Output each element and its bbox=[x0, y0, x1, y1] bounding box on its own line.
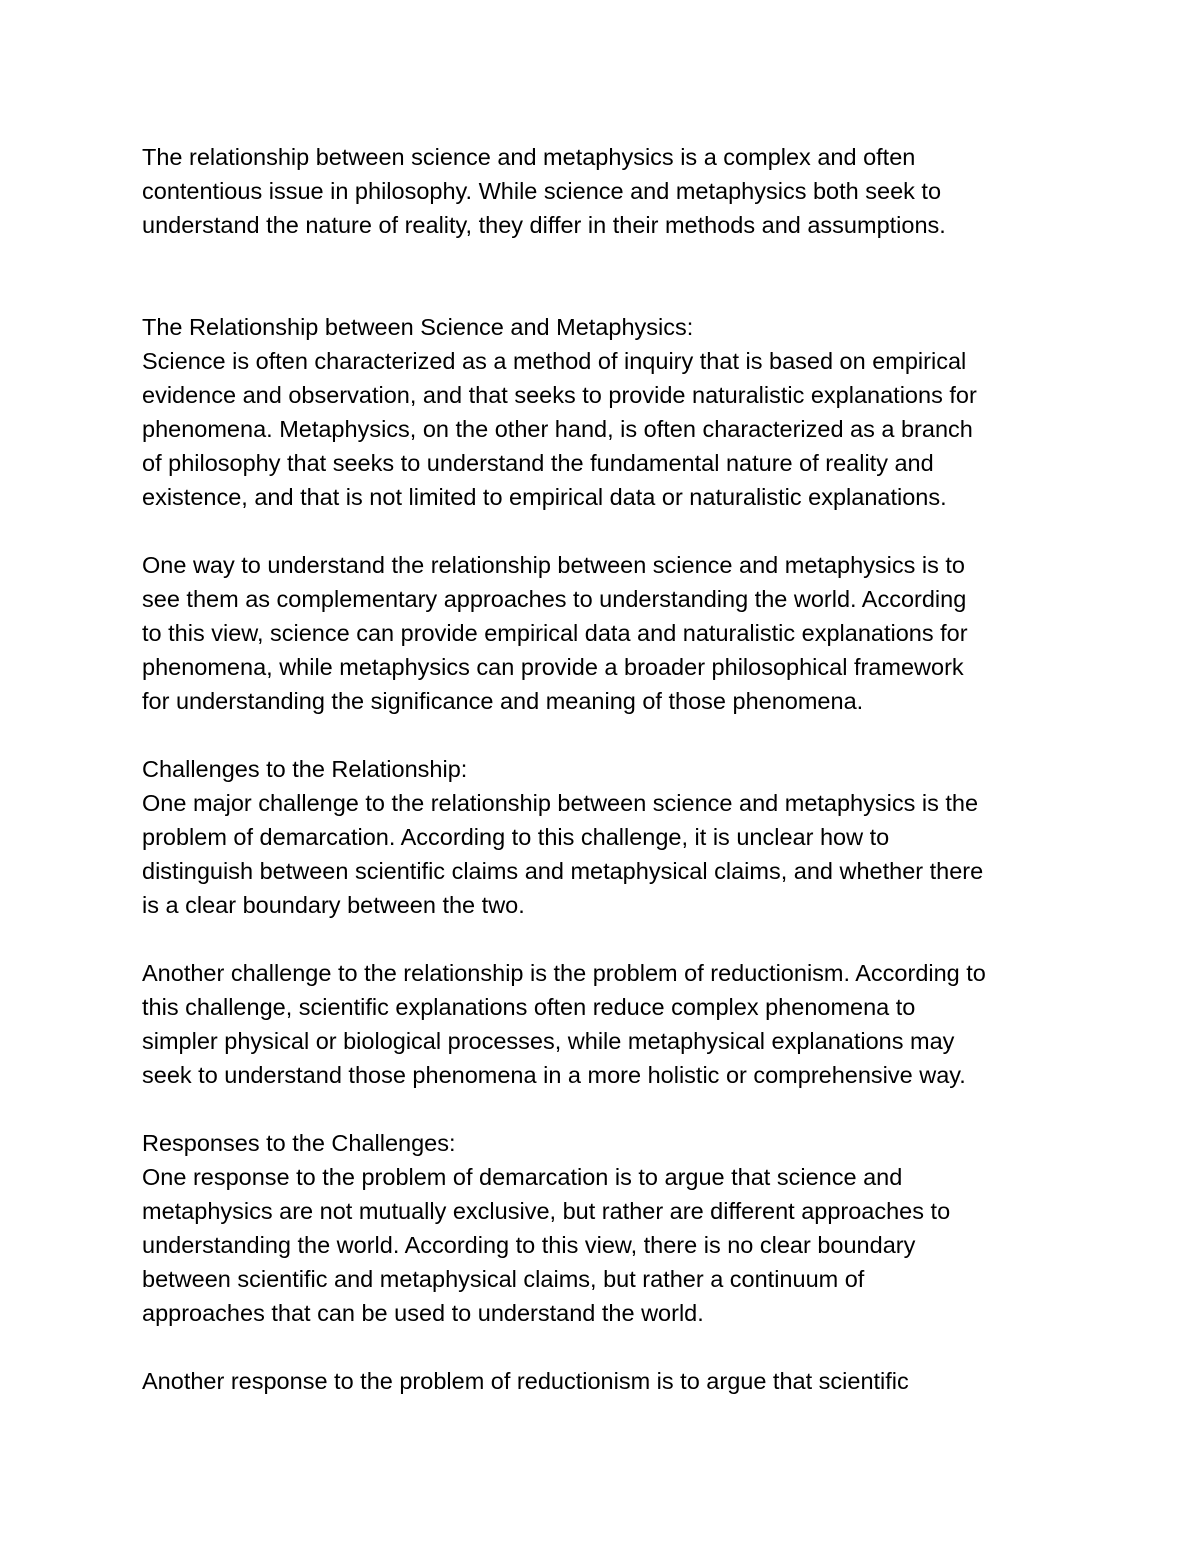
text-line: distinguish between scientific claims and metaphysical claims, and whether there bbox=[142, 858, 984, 884]
text-line: Science is often characterized as a method of inquiry that is based on empirical bbox=[142, 348, 967, 374]
text-line: simpler physical or biological processes, while metaphysical explanations may bbox=[142, 1028, 955, 1054]
document-body bbox=[142, 140, 1072, 1398]
text-line: understanding the world. According to this view, there is no clear boundary bbox=[142, 1232, 916, 1258]
section-heading-responses: Responses to the Challenges: bbox=[142, 1130, 456, 1156]
text-line: seek to understand those phenomena in a more holistic or comprehensive way. bbox=[142, 1062, 966, 1088]
text-line: approaches that can be used to understand the world. bbox=[142, 1300, 704, 1326]
text-line: contentious issue in philosophy. While science and metaphysics both seek to bbox=[142, 178, 942, 204]
text-line: One major challenge to the relationship between science and metaphysics is the bbox=[142, 790, 979, 816]
text-line: existence, and that is not limited to empirical data or naturalistic explanations. bbox=[142, 484, 947, 510]
text-line: metaphysics are not mutually exclusive, but rather are different approaches to bbox=[142, 1198, 951, 1224]
text-line: phenomena, while metaphysics can provide a broader philosophical framework bbox=[142, 654, 964, 680]
relationship-paragraph-1 bbox=[142, 344, 1072, 514]
text-line: of philosophy that seeks to understand the fundamental nature of reality and bbox=[142, 450, 934, 476]
intro-paragraph bbox=[142, 140, 1072, 242]
text-line: to this view, science can provide empirical data and naturalistic explanations for bbox=[142, 620, 968, 646]
text-line: The relationship between science and metaphysics is a complex and often bbox=[142, 144, 916, 170]
text-line: One way to understand the relationship between science and metaphysics is to bbox=[142, 552, 965, 578]
text-line: see them as complementary approaches to understanding the world. According bbox=[142, 586, 967, 612]
text-line: for understanding the significance and meaning of those phenomena. bbox=[142, 688, 864, 714]
text-line: this challenge, scientific explanations often reduce complex phenomena to bbox=[142, 994, 916, 1020]
challenges-paragraph-2 bbox=[142, 956, 1072, 1092]
text-line: problem of demarcation. According to this challenge, it is unclear how to bbox=[142, 824, 890, 850]
text-line: Another challenge to the relationship is the problem of reductionism. According to bbox=[142, 960, 986, 986]
text-line: between scientific and metaphysical claims, but rather a continuum of bbox=[142, 1266, 865, 1292]
text-line: is a clear boundary between the two. bbox=[142, 892, 525, 918]
text-line: evidence and observation, and that seeks to provide naturalistic explanations for bbox=[142, 382, 977, 408]
text-line: One response to the problem of demarcation is to argue that science and bbox=[142, 1164, 903, 1190]
relationship-paragraph-2 bbox=[142, 548, 1072, 718]
section-heading-relationship: The Relationship between Science and Metaphysics: bbox=[142, 314, 694, 340]
responses-paragraph-2 bbox=[142, 1364, 1072, 1398]
responses-paragraph-1 bbox=[142, 1160, 1072, 1330]
challenges-paragraph-1 bbox=[142, 786, 1072, 922]
text-line: understand the nature of reality, they differ in their methods and assumptions. bbox=[142, 212, 946, 238]
section-heading-challenges: Challenges to the Relationship: bbox=[142, 756, 468, 782]
text-line: Another response to the problem of reductionism is to argue that scientific bbox=[142, 1368, 909, 1394]
text-line: phenomena. Metaphysics, on the other hand, is often characterized as a branch bbox=[142, 416, 973, 442]
